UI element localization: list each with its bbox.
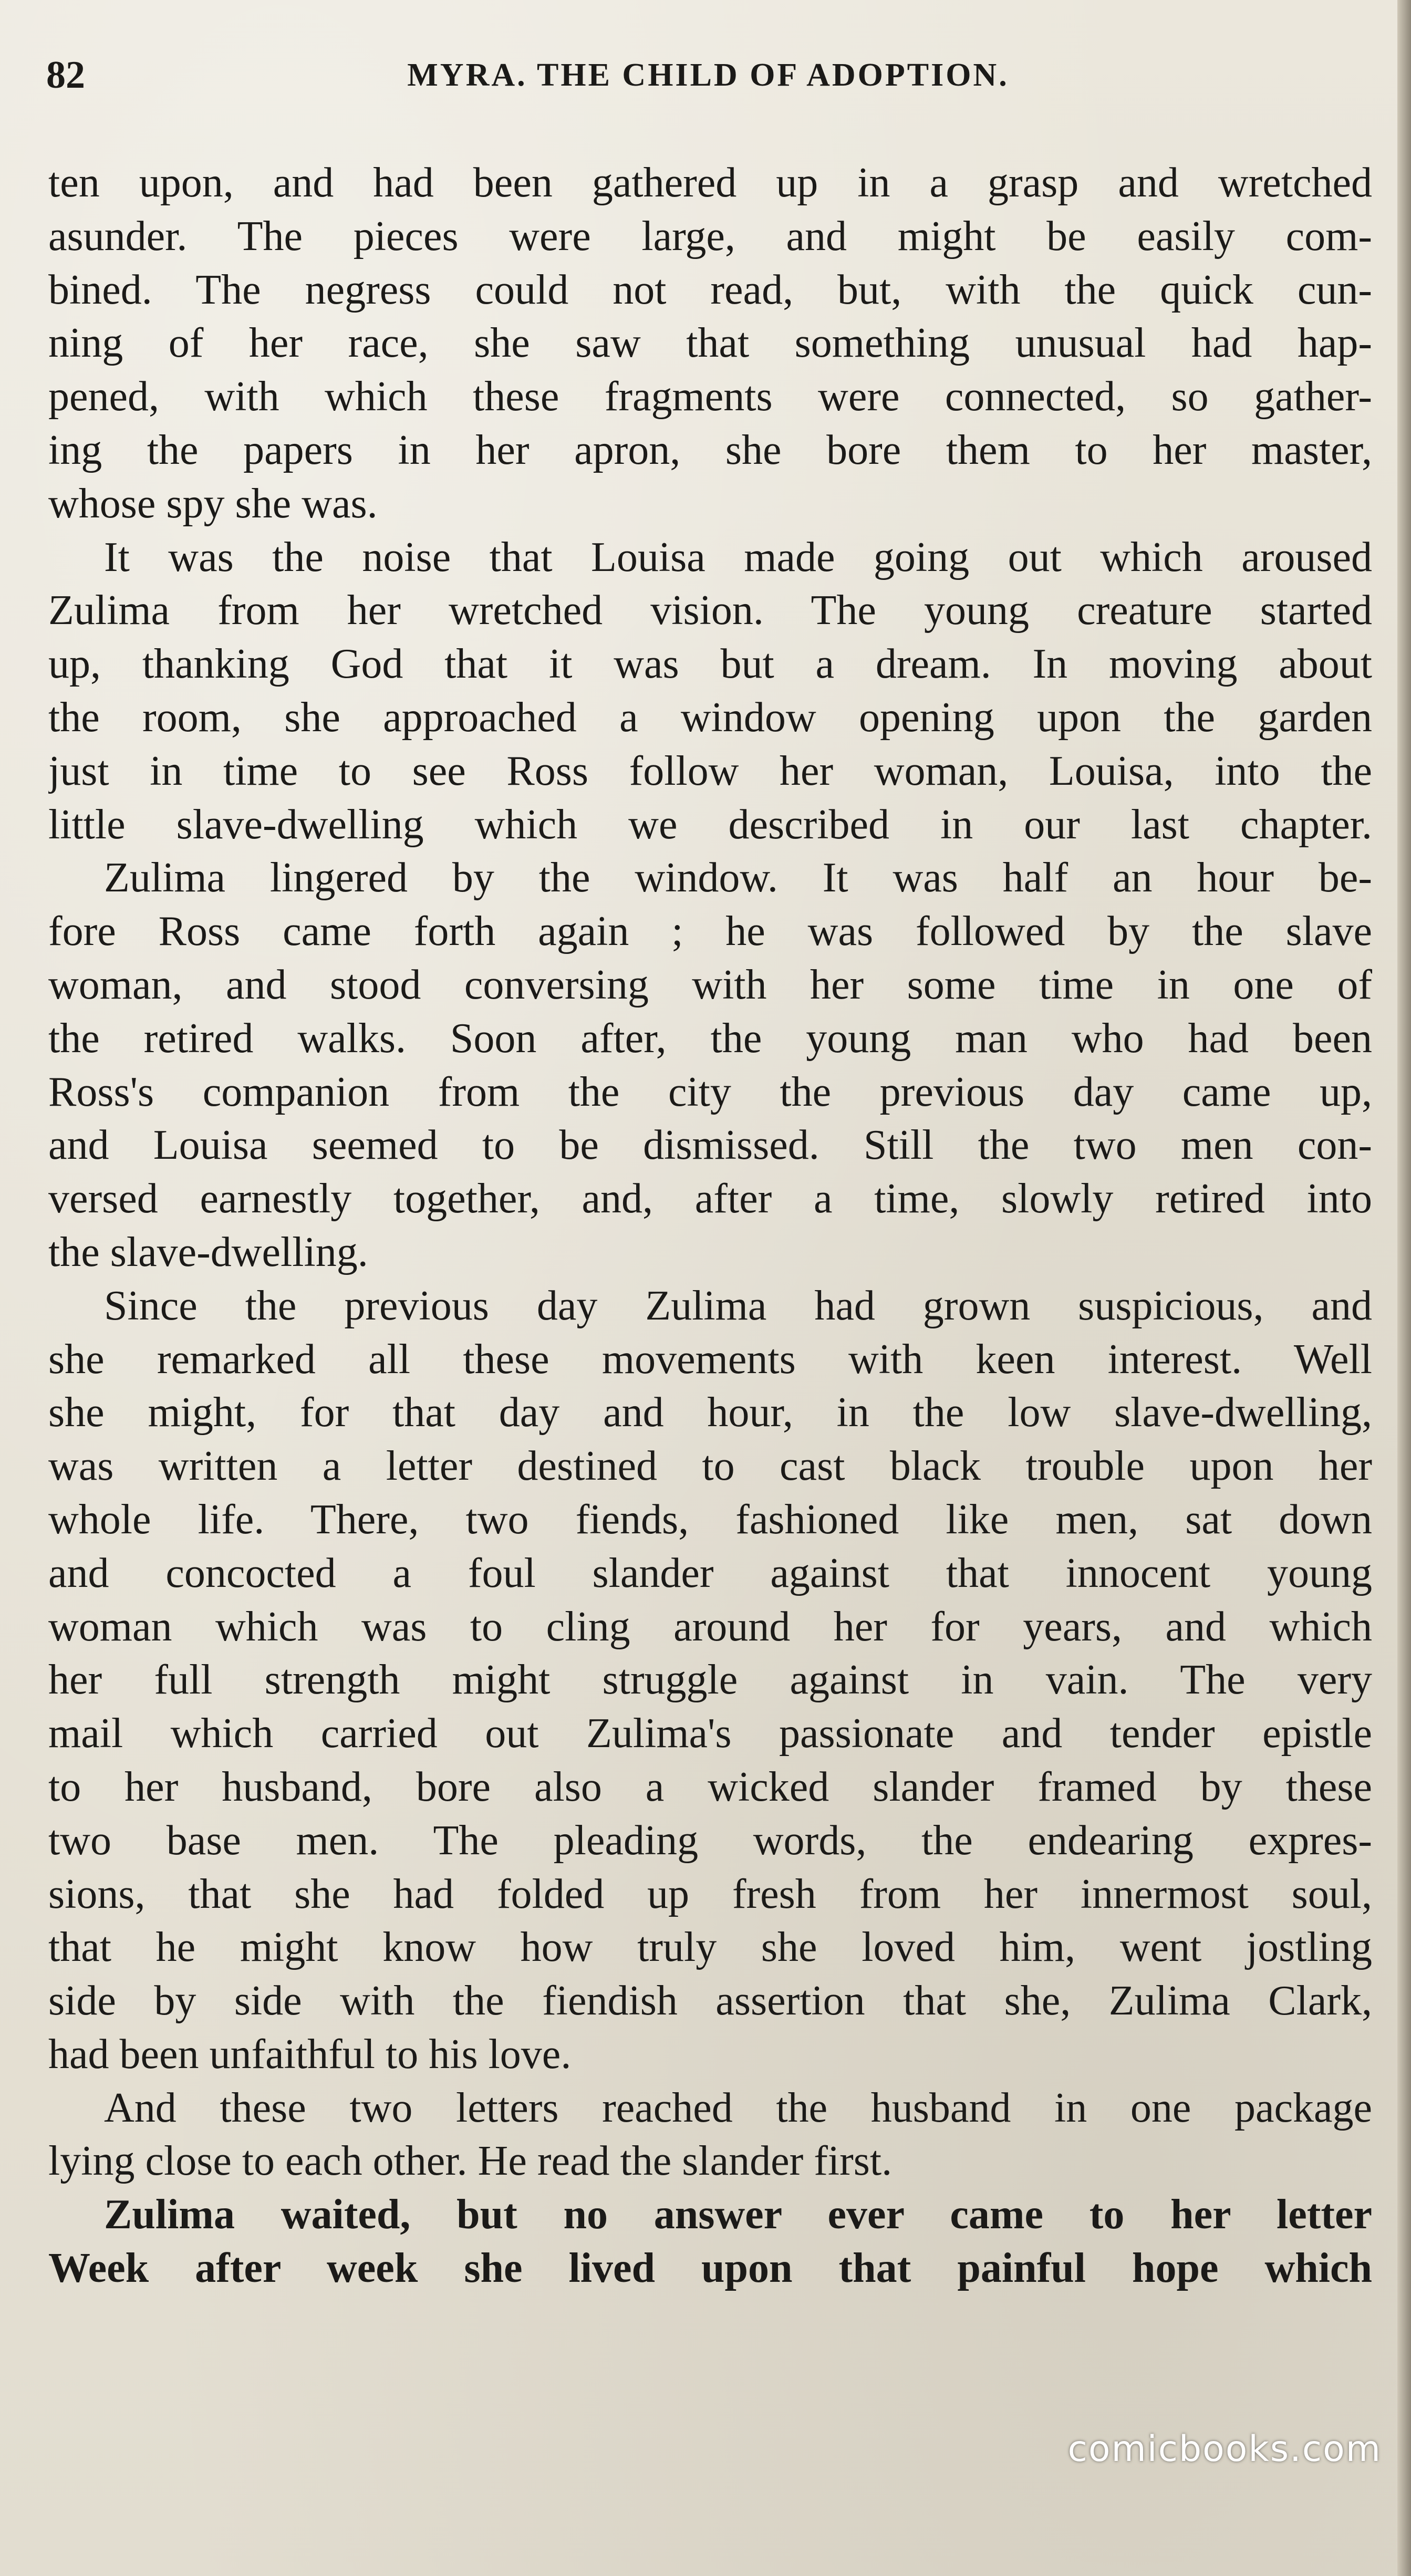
text-line: she might, for that day and hour, in the low slave-dwelling, [48,1389,1372,1436]
text-line: Zulima waited, but no answer ever came to her letter [104,2191,1372,2238]
text-line: to her husband, bore also a wicked slander framed by these [48,1763,1372,1810]
text-line: up, thanking God that it was but a dream. In moving about [48,641,1372,688]
text-line: two base men. The pleading words, the endearing expres- [48,1817,1372,1864]
text-line: Week after week she lived upon that painful hope which [48,2245,1372,2292]
text-line: the slave-dwelling. [48,1229,368,1275]
text-line: It was the noise that Louisa made going out which aroused [104,534,1372,580]
text-line: pened, with which these fragments were connected, so gather- [48,373,1372,420]
text-line: she remarked all these movements with keen interest. Well [48,1336,1372,1383]
text-line: asunder. The pieces were large, and might be easily com- [48,213,1372,259]
text-line: her full strength might struggle against in vain. The very [48,1657,1372,1704]
text-line: whose spy she was. [48,480,378,527]
text-line: Zulima from her wretched vision. The young creature started [48,587,1372,634]
text-line: Zulima lingered by the window. It was half an hour be- [104,855,1372,901]
text-line: the room, she approached a window opening upon the garden [48,694,1372,741]
text-line: woman which was to cling around her for years, and which [48,1603,1372,1650]
text-line: mail which carried out Zulima's passionate and tender epistle [48,1710,1372,1757]
watermark: comicbooks.com [1067,2428,1382,2470]
text-line: just in time to see Ross follow her woman, Louisa, into the [48,747,1372,794]
text-line: and Louisa seemed to be dismissed. Still the two men con- [48,1122,1372,1169]
text-line: that he might know how truly she loved him, went jostling [48,1924,1372,1971]
text-line: had been unfaithful to his love. [48,2031,572,2078]
text-line: lying close to each other. He read the slander first. [48,2138,893,2185]
page-edge-shadow [1397,0,1411,2576]
text-line: the retired walks. Soon after, the young man who had been [48,1015,1372,1062]
text-line: versed earnestly together, and, after a time, slowly retired into [48,1176,1372,1222]
text-line: little slave-dwelling which we described in our last chapter. [48,801,1372,848]
text-line: ing the papers in her apron, she bore them to her master, [48,427,1372,473]
page-header [46,51,1370,99]
text-line: ning of her race, she saw that something unusual had hap- [48,320,1372,367]
text-line: Ross's companion from the city the previous day came up, [48,1068,1372,1115]
text-line: Since the previous day Zulima had grown suspicious, and [104,1282,1372,1329]
text-line: bined. The negress could not read, but, with the quick cun- [48,266,1372,313]
running-title: MYRA. THE CHILD OF ADOPTION. [407,57,1009,93]
text-line: sions, that she had folded up fresh from her innermost soul, [48,1871,1372,1917]
page-number: 82 [46,54,85,97]
text-line: And these two letters reached the husband in one package [104,2084,1372,2131]
text-line: side by side with the fiendish assertion that she, Zulima Clark, [48,1978,1372,2024]
text-line: fore Ross came forth again ; he was followed by the slave [48,908,1372,955]
text-line: was written a letter destined to cast black trouble upon her [48,1443,1372,1490]
text-line: woman, and stood conversing with her some time in one of [48,961,1372,1008]
text-line: whole life. There, two fiends, fashioned like men, sat down [48,1496,1372,1543]
text-line: and concocted a foul slander against that innocent young [48,1550,1372,1596]
text-line: ten upon, and had been gathered up in a grasp and wretched [48,160,1372,206]
body-text [48,157,1372,2295]
